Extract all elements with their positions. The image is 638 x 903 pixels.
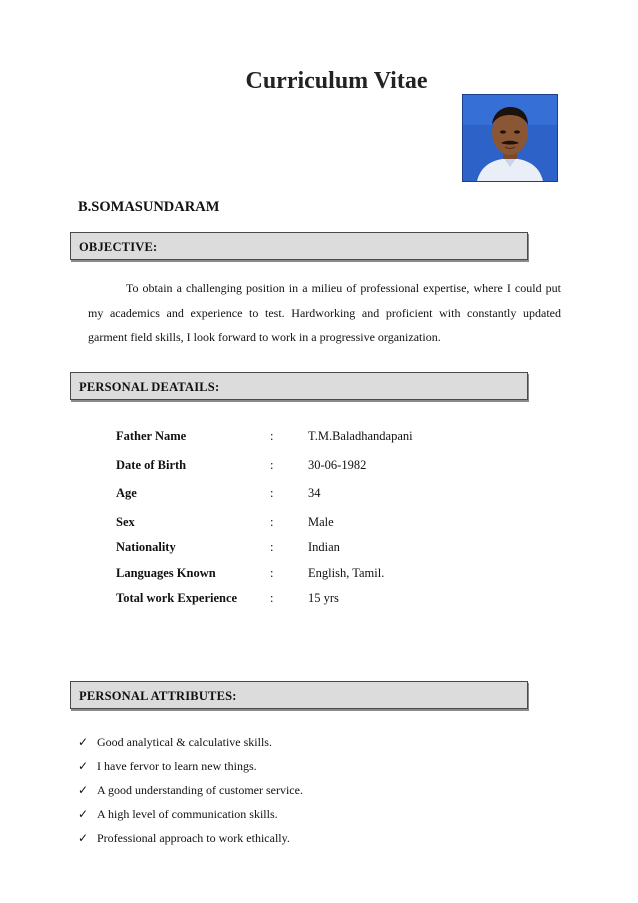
list-item — [78, 754, 303, 778]
checkmark-icon: ✓ — [78, 807, 89, 821]
detail-label: Date of Birth — [116, 458, 187, 472]
detail-row-age — [116, 486, 536, 506]
list-item — [78, 802, 303, 826]
detail-label: Languages Known — [116, 566, 216, 580]
detail-value: English, Tamil. — [308, 566, 385, 580]
detail-label: Father Name — [116, 429, 187, 443]
attribute-text: A good understanding of customer service. — [97, 783, 303, 797]
attribute-text: A high level of communication skills. — [97, 807, 278, 821]
attributes-list — [78, 730, 303, 850]
cv-title: Curriculum Vitae — [245, 68, 428, 94]
personal-attributes-heading: PERSONAL ATTRIBUTES: — [79, 689, 237, 703]
attribute-text: Professional approach to work ethically. — [97, 831, 290, 845]
detail-row-nationality — [116, 540, 536, 560]
list-item — [78, 778, 303, 802]
detail-value: Male — [308, 515, 334, 529]
detail-value: Indian — [308, 540, 340, 554]
detail-row-father-name — [116, 429, 536, 449]
personal-details-header — [70, 372, 528, 400]
objective-heading: OBJECTIVE: — [79, 240, 158, 254]
checkmark-icon: ✓ — [78, 759, 89, 773]
detail-row-languages-known — [116, 566, 536, 586]
detail-value: 15 yrs — [308, 591, 339, 605]
detail-row-date-of-birth — [116, 458, 536, 478]
attribute-text: Good analytical & calculative skills. — [97, 735, 272, 749]
detail-label: Age — [116, 486, 137, 500]
checkmark-icon: ✓ — [78, 735, 89, 749]
detail-value: 30-06-1982 — [308, 458, 367, 472]
detail-label: Sex — [116, 515, 135, 529]
candidate-name: B.SOMASUNDARAM — [78, 199, 220, 215]
checkmark-icon: ✓ — [78, 783, 89, 797]
detail-label: Total work Experience — [116, 591, 238, 605]
detail-colon: : — [270, 515, 274, 529]
personal-attributes-header — [70, 681, 528, 709]
list-item — [78, 826, 303, 850]
detail-label: Nationality — [116, 540, 176, 554]
checkmark-icon: ✓ — [78, 831, 89, 845]
detail-colon: : — [270, 566, 274, 580]
detail-value: T.M.Baladhandapani — [308, 429, 413, 443]
detail-colon: : — [270, 540, 274, 554]
detail-row-sex — [116, 515, 536, 535]
detail-colon: : — [270, 591, 274, 605]
detail-colon: : — [270, 458, 274, 472]
detail-colon: : — [270, 429, 274, 443]
attribute-text: I have fervor to learn new things. — [97, 759, 257, 773]
detail-row-total-work-experience — [116, 591, 536, 611]
objective-text: To obtain a challenging position in a milieu of professional expertise, where I could put my academics and experience to test. Hardworking and proficient with constantly updated garment field skills, I look forward to work in a progressive organization. — [88, 281, 561, 344]
list-item — [78, 730, 303, 754]
detail-value: 34 — [308, 486, 321, 500]
profile-photo — [462, 94, 558, 182]
personal-details-heading: PERSONAL DEATAILS: — [79, 380, 220, 394]
objective-header — [70, 232, 528, 260]
detail-colon: : — [270, 486, 274, 500]
